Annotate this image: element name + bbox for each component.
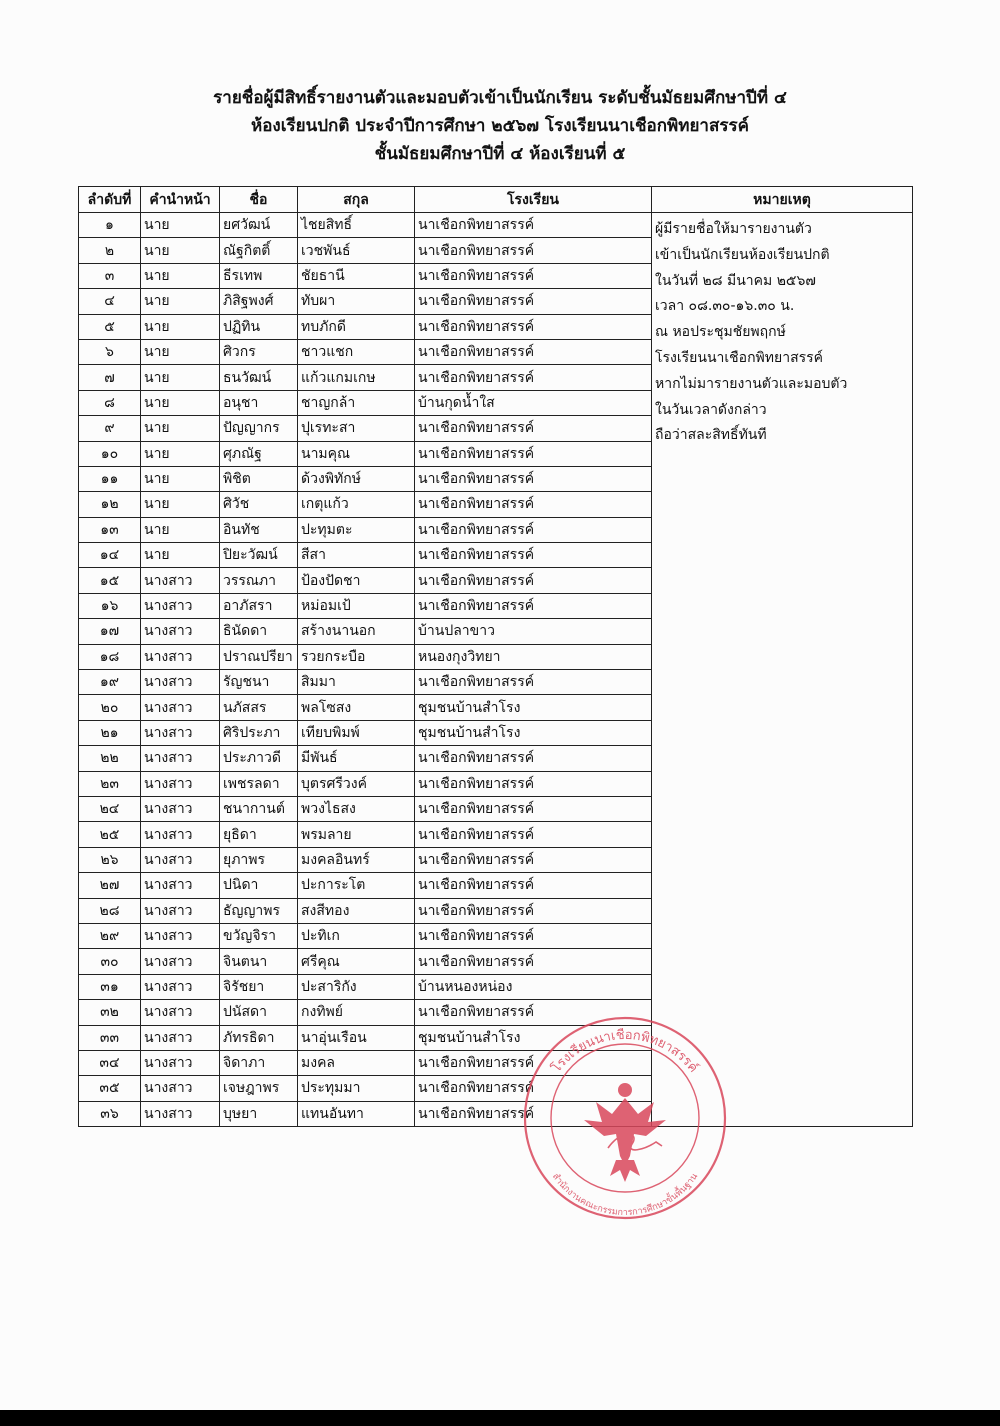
cell-first-name: ชนากานต์ bbox=[220, 796, 298, 821]
cell-prefix: นางสาว bbox=[141, 1050, 220, 1075]
cell-school: นาเชือกพิทยาสรรค์ bbox=[415, 1000, 652, 1025]
cell-number: ๑๕ bbox=[79, 568, 141, 593]
cell-number: ๑๙ bbox=[79, 670, 141, 695]
cell-first-name: ปนัสดา bbox=[220, 1000, 298, 1025]
cell-prefix: นาย bbox=[141, 416, 220, 441]
header-remark: หมายเหตุ bbox=[652, 187, 913, 213]
viewer-bottom-bar bbox=[0, 1410, 1000, 1426]
cell-last-name: ปุเรทะสา bbox=[298, 416, 415, 441]
cell-number: ๑๔ bbox=[79, 543, 141, 568]
remark-line: ณ หอประชุมชัยพฤกษ์ bbox=[655, 324, 786, 341]
cell-number: ๑๖ bbox=[79, 593, 141, 618]
cell-school: นาเชือกพิทยาสรรค์ bbox=[415, 746, 652, 771]
cell-first-name: ธนวัฒน์ bbox=[220, 365, 298, 390]
cell-school: นาเชือกพิทยาสรรค์ bbox=[415, 339, 652, 364]
cell-prefix: นาย bbox=[141, 543, 220, 568]
cell-number: ๑๓ bbox=[79, 517, 141, 542]
cell-prefix: นางสาว bbox=[141, 619, 220, 644]
header-number: ลำดับที่ bbox=[79, 187, 141, 213]
cell-last-name: ชาวแชก bbox=[298, 339, 415, 364]
cell-number: ๑ bbox=[79, 213, 141, 238]
cell-prefix: นาย bbox=[141, 517, 220, 542]
cell-first-name: ศิริประภา bbox=[220, 720, 298, 745]
cell-last-name: ชัยธานี bbox=[298, 263, 415, 288]
cell-last-name: เกตุแก้ว bbox=[298, 492, 415, 517]
cell-school: บ้านกุดน้ำใส bbox=[415, 390, 652, 415]
remark-line: เวลา ๐๘.๓๐-๑๖.๓๐ น. bbox=[655, 298, 795, 315]
cell-first-name: เพชรลดา bbox=[220, 771, 298, 796]
header-first-name: ชื่อ bbox=[220, 187, 298, 213]
cell-prefix: นางสาว bbox=[141, 847, 220, 872]
cell-first-name: ยุธิดา bbox=[220, 822, 298, 847]
cell-last-name: ปะทิเก bbox=[298, 923, 415, 948]
cell-last-name: ทบภักดี bbox=[298, 314, 415, 339]
cell-first-name: ปราณปรียา bbox=[220, 644, 298, 669]
cell-school: นาเชือกพิทยาสรรค์ bbox=[415, 466, 652, 491]
cell-prefix: นาย bbox=[141, 466, 220, 491]
cell-prefix: นาย bbox=[141, 492, 220, 517]
cell-number: ๓๑ bbox=[79, 974, 141, 999]
cell-school: นาเชือกพิทยาสรรค์ bbox=[415, 263, 652, 288]
cell-first-name: นภัสสร bbox=[220, 695, 298, 720]
cell-school: นาเชือกพิทยาสรรค์ bbox=[415, 365, 652, 390]
cell-last-name: แทนอันทา bbox=[298, 1101, 415, 1126]
cell-first-name: ภัทรธิดา bbox=[220, 1025, 298, 1050]
cell-number: ๑๑ bbox=[79, 466, 141, 491]
cell-last-name: ปะการะโต bbox=[298, 873, 415, 898]
cell-number: ๓๖ bbox=[79, 1101, 141, 1126]
cell-first-name: อินทัช bbox=[220, 517, 298, 542]
cell-last-name: ไชยสิทธิ์ bbox=[298, 213, 415, 238]
remark-line: โรงเรียนนาเชือกพิทยาสรรค์ bbox=[655, 349, 824, 366]
cell-prefix: นางสาว bbox=[141, 822, 220, 847]
cell-last-name: ทับผา bbox=[298, 289, 415, 314]
cell-school: นาเชือกพิทยาสรรค์ bbox=[415, 492, 652, 517]
cell-number: ๗ bbox=[79, 365, 141, 390]
cell-school: บ้านปลาขาว bbox=[415, 619, 652, 644]
cell-number: ๘ bbox=[79, 390, 141, 415]
cell-number: ๒๐ bbox=[79, 695, 141, 720]
cell-last-name: ศรีคุณ bbox=[298, 949, 415, 974]
cell-prefix: นางสาว bbox=[141, 873, 220, 898]
cell-first-name: ปิยะวัฒน์ bbox=[220, 543, 298, 568]
cell-number: ๓๔ bbox=[79, 1050, 141, 1075]
cell-last-name: ป้องปัดชา bbox=[298, 568, 415, 593]
remark-cell bbox=[652, 213, 913, 1127]
cell-number: ๓ bbox=[79, 263, 141, 288]
cell-last-name: ปะทุมตะ bbox=[298, 517, 415, 542]
header-prefix: คำนำหน้า bbox=[141, 187, 220, 213]
cell-last-name: บุตรศรีวงค์ bbox=[298, 771, 415, 796]
cell-prefix: นาย bbox=[141, 314, 220, 339]
cell-first-name: รัญชนา bbox=[220, 670, 298, 695]
cell-school: นาเชือกพิทยาสรรค์ bbox=[415, 670, 652, 695]
student-roster-table bbox=[78, 186, 913, 1127]
cell-last-name: มีพันธ์ bbox=[298, 746, 415, 771]
cell-prefix: นางสาว bbox=[141, 644, 220, 669]
cell-school: นาเชือกพิทยาสรรค์ bbox=[415, 568, 652, 593]
cell-school: นาเชือกพิทยาสรรค์ bbox=[415, 873, 652, 898]
cell-first-name: ธินัดดา bbox=[220, 619, 298, 644]
cell-prefix: นาย bbox=[141, 213, 220, 238]
cell-school: ชุมชนบ้านสำโรง bbox=[415, 1025, 652, 1050]
cell-number: ๓๐ bbox=[79, 949, 141, 974]
cell-first-name: เจษฎาพร bbox=[220, 1076, 298, 1101]
cell-school: นาเชือกพิทยาสรรค์ bbox=[415, 441, 652, 466]
cell-last-name: แก้วแกมเกษ bbox=[298, 365, 415, 390]
cell-school: นาเชือกพิทยาสรรค์ bbox=[415, 416, 652, 441]
cell-prefix: นางสาว bbox=[141, 771, 220, 796]
cell-first-name: ณัฐกิตติ์ bbox=[220, 238, 298, 263]
cell-last-name: ชาญกล้า bbox=[298, 390, 415, 415]
cell-school: นาเชือกพิทยาสรรค์ bbox=[415, 923, 652, 948]
cell-school: นาเชือกพิทยาสรรค์ bbox=[415, 213, 652, 238]
cell-prefix: นาย bbox=[141, 365, 220, 390]
cell-first-name: ศิวกร bbox=[220, 339, 298, 364]
cell-number: ๒๗ bbox=[79, 873, 141, 898]
cell-school: หนองกุงวิทยา bbox=[415, 644, 652, 669]
document-title-line-3: ชั้นมัธยมศึกษาปีที่ ๔ ห้องเรียนที่ ๕ bbox=[374, 144, 626, 164]
cell-school: นาเชือกพิทยาสรรค์ bbox=[415, 822, 652, 847]
cell-last-name: ปะสาริกัง bbox=[298, 974, 415, 999]
cell-prefix: นาย bbox=[141, 339, 220, 364]
cell-first-name: วรรณภา bbox=[220, 568, 298, 593]
cell-school: นาเชือกพิทยาสรรค์ bbox=[415, 238, 652, 263]
cell-prefix: นางสาว bbox=[141, 720, 220, 745]
cell-prefix: นาย bbox=[141, 263, 220, 288]
cell-school: นาเชือกพิทยาสรรค์ bbox=[415, 898, 652, 923]
seal-bottom-text: สำนักงานคณะกรรมการการศึกษาขั้นพื้นฐาน bbox=[549, 1171, 701, 1219]
cell-prefix: นางสาว bbox=[141, 1076, 220, 1101]
cell-first-name: ยศวัฒน์ bbox=[220, 213, 298, 238]
signature-mark bbox=[608, 1134, 662, 1150]
table-header-row bbox=[79, 187, 913, 213]
cell-prefix: นางสาว bbox=[141, 923, 220, 948]
cell-first-name: ประภาวดี bbox=[220, 746, 298, 771]
cell-first-name: พิชิต bbox=[220, 466, 298, 491]
cell-number: ๔ bbox=[79, 289, 141, 314]
cell-school: นาเชือกพิทยาสรรค์ bbox=[415, 1076, 652, 1101]
table-row bbox=[79, 213, 913, 238]
cell-first-name: จิดาภา bbox=[220, 1050, 298, 1075]
cell-school: นาเชือกพิทยาสรรค์ bbox=[415, 771, 652, 796]
cell-number: ๒๕ bbox=[79, 822, 141, 847]
cell-number: ๒๔ bbox=[79, 796, 141, 821]
cell-school: นาเชือกพิทยาสรรค์ bbox=[415, 593, 652, 618]
cell-first-name: ปนิดา bbox=[220, 873, 298, 898]
cell-first-name: ธีรเทพ bbox=[220, 263, 298, 288]
document-title-line-1: รายชื่อผู้มีสิทธิ์รายงานตัวและมอบตัวเข้าเป็นนักเรียน ระดับชั้นมัธยมศึกษาปีที่ ๔ bbox=[213, 88, 787, 108]
cell-last-name: สร้างนานอก bbox=[298, 619, 415, 644]
cell-last-name: สิมมา bbox=[298, 670, 415, 695]
cell-prefix: นาย bbox=[141, 289, 220, 314]
remark-line: ในวันที่ ๒๘ มีนาคม ๒๕๖๗ bbox=[655, 272, 816, 289]
cell-prefix: นางสาว bbox=[141, 695, 220, 720]
cell-school: นาเชือกพิทยาสรรค์ bbox=[415, 1050, 652, 1075]
cell-school: นาเชือกพิทยาสรรค์ bbox=[415, 847, 652, 872]
cell-prefix: นางสาว bbox=[141, 974, 220, 999]
cell-prefix: นางสาว bbox=[141, 670, 220, 695]
cell-last-name: มงคลอินทร์ bbox=[298, 847, 415, 872]
cell-number: ๓๓ bbox=[79, 1025, 141, 1050]
cell-last-name: พวงไธสง bbox=[298, 796, 415, 821]
cell-prefix: นางสาว bbox=[141, 796, 220, 821]
cell-school: นาเชือกพิทยาสรรค์ bbox=[415, 796, 652, 821]
cell-last-name: เวชพันธ์ bbox=[298, 238, 415, 263]
seal-top-text: โรงเรียนนาเชือกพิทยาสรรค์ bbox=[549, 1027, 701, 1076]
cell-last-name: รวยกระบือ bbox=[298, 644, 415, 669]
cell-number: ๒๑ bbox=[79, 720, 141, 745]
cell-school: นาเชือกพิทยาสรรค์ bbox=[415, 314, 652, 339]
cell-school: นาเชือกพิทยาสรรค์ bbox=[415, 543, 652, 568]
cell-school: นาเชือกพิทยาสรรค์ bbox=[415, 949, 652, 974]
cell-last-name: พลโซสง bbox=[298, 695, 415, 720]
cell-last-name: สงสีทอง bbox=[298, 898, 415, 923]
cell-number: ๒๘ bbox=[79, 898, 141, 923]
cell-prefix: นางสาว bbox=[141, 1025, 220, 1050]
cell-first-name: ปัญญากร bbox=[220, 416, 298, 441]
remark-line: เข้าเป็นนักเรียนห้องเรียนปกติ bbox=[655, 246, 830, 263]
cell-number: ๑๒ bbox=[79, 492, 141, 517]
remark-line: ถือว่าสละสิทธิ์ทันที bbox=[655, 427, 767, 444]
cell-number: ๙ bbox=[79, 416, 141, 441]
cell-first-name: ศิวัช bbox=[220, 492, 298, 517]
cell-number: ๑๘ bbox=[79, 644, 141, 669]
cell-prefix: นาย bbox=[141, 390, 220, 415]
cell-number: ๓๒ bbox=[79, 1000, 141, 1025]
cell-last-name: สีสา bbox=[298, 543, 415, 568]
cell-last-name: เทียบพิมพ์ bbox=[298, 720, 415, 745]
cell-last-name: พรมลาย bbox=[298, 822, 415, 847]
cell-first-name: อาภัสรา bbox=[220, 593, 298, 618]
cell-first-name: ปฏิทิน bbox=[220, 314, 298, 339]
cell-last-name: นามคุณ bbox=[298, 441, 415, 466]
remark-line: ในวันเวลาดังกล่าว bbox=[655, 401, 767, 418]
cell-number: ๕ bbox=[79, 314, 141, 339]
document-title-line-2: ห้องเรียนปกติ ประจำปีการศึกษา ๒๕๖๗ โรงเรียนนาเชือกพิทยาสรรค์ bbox=[251, 116, 749, 136]
cell-school: นาเชือกพิทยาสรรค์ bbox=[415, 289, 652, 314]
cell-first-name: อนุชา bbox=[220, 390, 298, 415]
cell-last-name: กงทิพย์ bbox=[298, 1000, 415, 1025]
remark-line: ผู้มีรายชื่อให้มารายงานตัว bbox=[655, 221, 812, 237]
cell-last-name: ประทุมมา bbox=[298, 1076, 415, 1101]
cell-school: บ้านหนองหน่อง bbox=[415, 974, 652, 999]
cell-number: ๒๒ bbox=[79, 746, 141, 771]
cell-number: ๓๕ bbox=[79, 1076, 141, 1101]
cell-number: ๒๙ bbox=[79, 923, 141, 948]
cell-prefix: นางสาว bbox=[141, 1000, 220, 1025]
cell-number: ๒๓ bbox=[79, 771, 141, 796]
cell-prefix: นาย bbox=[141, 441, 220, 466]
cell-school: นาเชือกพิทยาสรรค์ bbox=[415, 1101, 652, 1126]
cell-first-name: จินตนา bbox=[220, 949, 298, 974]
cell-first-name: ขวัญจิรา bbox=[220, 923, 298, 948]
cell-last-name: มงคล bbox=[298, 1050, 415, 1075]
cell-first-name: จิรัชยา bbox=[220, 974, 298, 999]
cell-school: ชุมชนบ้านสำโรง bbox=[415, 720, 652, 745]
cell-number: ๑๐ bbox=[79, 441, 141, 466]
remark-line: หากไม่มารายงานตัวและมอบตัว bbox=[655, 375, 848, 392]
cell-first-name: ศุภณัฐ bbox=[220, 441, 298, 466]
cell-prefix: นาย bbox=[141, 238, 220, 263]
cell-last-name: หม่อมเป้ bbox=[298, 593, 415, 618]
cell-school: ชุมชนบ้านสำโรง bbox=[415, 695, 652, 720]
cell-school: นาเชือกพิทยาสรรค์ bbox=[415, 517, 652, 542]
header-last-name: สกุล bbox=[298, 187, 415, 213]
header-school: โรงเรียน bbox=[415, 187, 652, 213]
cell-prefix: นางสาว bbox=[141, 898, 220, 923]
cell-last-name: ด้วงพิทักษ์ bbox=[298, 466, 415, 491]
cell-prefix: นางสาว bbox=[141, 949, 220, 974]
cell-number: ๒ bbox=[79, 238, 141, 263]
cell-prefix: นางสาว bbox=[141, 593, 220, 618]
cell-first-name: ยุภาพร bbox=[220, 847, 298, 872]
cell-first-name: ธัญญาพร bbox=[220, 898, 298, 923]
cell-number: ๖ bbox=[79, 339, 141, 364]
cell-number: ๑๗ bbox=[79, 619, 141, 644]
cell-last-name: นาอุ่นเรือน bbox=[298, 1025, 415, 1050]
cell-first-name: ภิสิฐพงศ์ bbox=[220, 289, 298, 314]
cell-prefix: นางสาว bbox=[141, 568, 220, 593]
cell-prefix: นางสาว bbox=[141, 1101, 220, 1126]
cell-prefix: นางสาว bbox=[141, 746, 220, 771]
cell-number: ๒๖ bbox=[79, 847, 141, 872]
cell-first-name: บุษยา bbox=[220, 1101, 298, 1126]
